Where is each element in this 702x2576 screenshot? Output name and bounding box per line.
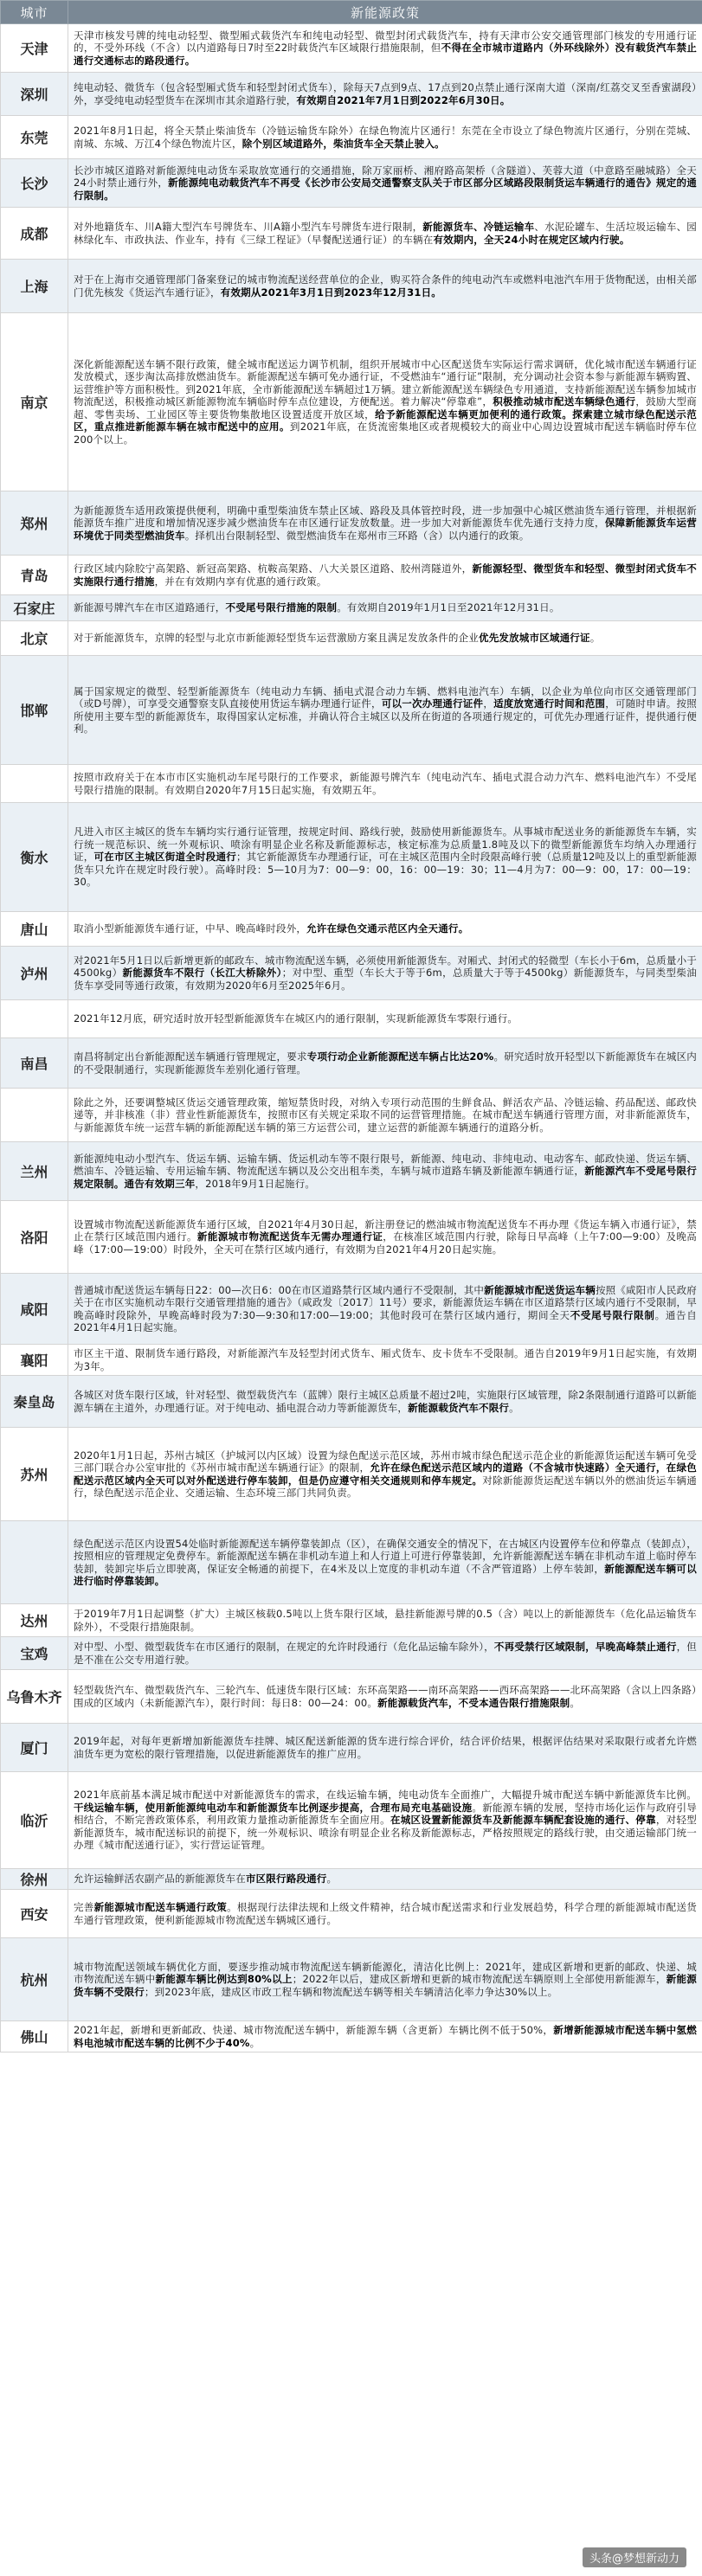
policy-text: 于2019年7月1日起调整（扩大）主城区核载0.5吨以上货车限行区域，悬挂新能源号牌的0.5（含）吨以上的新能源货车（危化品运输货车除外），不受限行措施限制。 <box>74 1608 697 1633</box>
city-cell <box>1 1521 68 1604</box>
policy-text: 对厢式、封闭式的轻微型（车长小于6m，总质量小于4500kg） <box>74 954 697 980</box>
policy-text: 绿色配送示范区内设置54处临时新能源配送车辆停靠装卸点（区），在确保交通安全的情况下，在古城区内设置停车位和停靠点（装卸点），按照相应的管理规定免费停车。新能源配送车辆在非机动车道上和人行道上可进行停靠装卸，允许新能源配送车辆在非机动车道上临时停车装卸，装卸完毕后立即驶离，保证安全畅通的前提下，在4米及以上宽度的非机动车道（不含严管道路）上停车装卸， <box>74 1537 697 1575</box>
table-row <box>1 208 702 260</box>
city-cell <box>1 1000 68 1038</box>
policy-text-bold: 新能源城市配送货运车辆 <box>484 1283 596 1296</box>
policy-text-bold: 新能源纯电动载货汽车不再受《长沙市公安局交通警察支队关于市区部分区域路段限制货运车辆通行的通告》规定的通行限制。 <box>74 177 697 202</box>
policy-text: 新能源号牌汽车在市区道路通行， <box>74 601 226 614</box>
table-row <box>1 1000 702 1038</box>
policy-text: 。 <box>326 1873 338 1885</box>
table-row <box>1 621 702 656</box>
policy-text: 取消小型新能源货车通行证，中早、晚高峰时段外， <box>74 922 307 935</box>
policy-text: 对于在上海市交通管理部门备案登记的城市物流配送经营单位的企业，购买符合条件的纯电动汽车或燃料电池汽车用于货物配送，由相关部门优先核发《货运汽车通行证》， <box>74 273 697 299</box>
policy-cell <box>68 1428 702 1521</box>
policy-text: 到2021年底，在货流密集地区或者规模较大的商业中心周边设置城市配送车辆临时停车位200个以上。 <box>74 421 698 446</box>
policy-cell <box>68 912 702 947</box>
policy-text-bold: 优先发放城市区域通行证 <box>479 632 590 645</box>
policy-text-bold: 不得在全市城市道路内（外环线除外）没有载货汽车禁止通行交通标志的路段通行。 <box>74 42 697 67</box>
policy-text-bold: 新能源货车辆不受限行 <box>74 1973 697 1998</box>
city-cell: 洛阳 <box>1 1201 68 1274</box>
policy-cell <box>68 159 702 208</box>
policy-text-bold: 有效期内，全天24小时在规定区域内行驶。 <box>433 233 630 246</box>
city-cell: 厦门 <box>1 1724 68 1772</box>
city-cell: 泸州 <box>1 947 68 1000</box>
table-row <box>1 1604 702 1637</box>
policy-cell <box>68 1670 702 1724</box>
policy-text: 南昌将制定出台新能源配送车辆通行管理规定，要求 <box>74 1050 307 1063</box>
city-cell: 唐山 <box>1 912 68 947</box>
policy-text-bold: 新能源载货汽车，不受本通告限行措施限制 <box>377 1696 570 1709</box>
table-row <box>1 1521 702 1604</box>
policy-text: ；对中型、重型（车长大于等于6m，总质量大于等于4500kg）新能源货车，与同类型柴油货车享受同等通行政策，有效期为2020年6月至2025年6月。 <box>74 967 697 992</box>
table-row <box>1 556 702 595</box>
city-cell: 天津 <box>1 24 68 73</box>
policy-text-bold: 市区限行路段通行 <box>245 1873 327 1885</box>
policy-text: 城市物流配送领域车辆优化方面，要逐步推动城市物流配送车辆新能源化，清洁化比例上：2021年，建成区新增和更新的邮政、快递、城市物流配送车辆中 <box>74 1960 697 1986</box>
city-cell: 南京 <box>1 313 68 491</box>
policy-cell <box>68 73 702 116</box>
policy-text: ，鼓励大型商超、零售卖场、工业园区等主要货物集散地区设置适度开放区域， <box>74 395 697 421</box>
policy-text-bold: 不再受禁行区域限制，早晚高峰禁止通行 <box>493 1641 677 1654</box>
policy-text: ，2018年9月1日起施行。 <box>195 1177 316 1190</box>
policy-text-bold: 积极推动城市配送车辆绿色通行 <box>493 395 636 408</box>
table-row <box>1 1089 702 1142</box>
policy-text-bold: 保障新能源货车运营环境优于同类型燃油货车 <box>74 517 697 542</box>
policy-cell <box>68 208 702 260</box>
policy-cell <box>68 260 702 313</box>
policy-text-bold: 新能源载货汽车不限行 <box>408 1401 510 1414</box>
table-row <box>1 116 702 159</box>
header-city: 城市 <box>1 1 68 24</box>
policy-cell <box>68 803 702 912</box>
table-row <box>1 1428 702 1521</box>
policy-cell <box>68 1201 702 1274</box>
city-cell <box>1 765 68 803</box>
policy-text: 属于国家规定的微型、轻型新能源货车（纯电动力车辆、插电式混合动力车辆、燃料电池汽车）车辆，以企业为单位向市区交通管理部门（或D号牌），可享受交通警察支队直接使用货运车辆办理通行证件， <box>74 684 697 710</box>
policy-text-bold: 不受尾号限行措施的限制 <box>225 601 338 614</box>
city-cell: 宝鸡 <box>1 1637 68 1670</box>
policy-text-bold: 不受尾号限行限制 <box>570 1308 655 1321</box>
city-cell: 北京 <box>1 621 68 656</box>
table-row <box>1 1724 702 1772</box>
policy-text: 。 <box>570 1696 581 1709</box>
policy-cell <box>68 116 702 159</box>
city-cell: 秦皇岛 <box>1 1376 68 1428</box>
policy-text: 普通城市配送货运车辆每日22：00—次日6：00在市区道路禁行区域内通行不受限制，其中 <box>74 1283 485 1296</box>
policy-text: 、水泥砼罐车、生活垃圾运输车、园林绿化车、市政执法、作业车，持有《三绿工程证》（早餐配送通行证）的车辆在 <box>74 221 697 246</box>
policy-text: 天津市核发号牌的纯电动轻型、微型厢式载货汽车和纯电动轻型、微型封闭式载货汽车，持有天津市公安交通管理部门核发的专用通行证的，不受外环线（不含）以内道路每日7时至22时载货汽车区域限行措施限制，但 <box>74 29 697 55</box>
policy-text: 2019年起，对每年更新增加新能源货车挂牌、城区配送新能源的货车进行综合评价，结合评价结果，根据评估结果对采取限行或者允许燃油货车更为宽松的限行管理措施，以促进新能源货车的推广应用。 <box>74 1735 697 1760</box>
policy-text: 设置城市物流配送新能源货车通行区域，自2021年4月30日起，新注册登记的燃油城市物流配送货车不再办理《货运车辆入市通行证》，禁止在禁行区域范围内通行。 <box>74 1217 697 1243</box>
policy-text: 按照市政府关于在本市市区实施机动车尾号限行的工作要求，新能源号牌汽车（纯电动汽车、插电式混合动力汽车、燃料电池汽车）不受尾号限行措施的限制。有效期自2020年7月15日起实施，有效期五年。 <box>74 771 697 796</box>
policy-text-bold: 在城区设置新能源货车及新能源车辆配套设施的通行、停靠 <box>390 1814 656 1827</box>
city-cell: 襄阳 <box>1 1345 68 1376</box>
table-row <box>1 1637 702 1670</box>
table-row <box>1 1142 702 1201</box>
table-row <box>1 947 702 1000</box>
watermark: 头条@梦想新动力 <box>583 2547 686 2567</box>
city-cell <box>1 1089 68 1142</box>
table-row <box>1 73 702 116</box>
policy-text-bold: 新能源配送车辆可以进行临时停靠装卸。 <box>74 1562 697 1587</box>
policy-text: 按照《咸阳市人民政府关于在市区实施机动车限行交通管理措施的通告》（咸政发〔2017〕11号）要求，新能源货运车辆在市区道路禁行区域内通行不受限制，早晚高峰时段除外，早晚高峰时段为7:30—9:30和17:00—19:00；其他时段 <box>74 1283 698 1321</box>
city-cell: 成都 <box>1 208 68 260</box>
city-cell: 达州 <box>1 1604 68 1637</box>
city-cell: 南昌 <box>1 1038 68 1089</box>
policy-text: 新能源纯电动小型汽车、货运车辆、运输车辆、货运机动车等不限行限号，新能源、纯电动、非纯电动、电动客车、邮政快递、货运车辆、燃油车、冷链运输、专用运输车辆、物流配送车辆以及公交出租车类，车辆与城市道路车辆及新能源车辆通行证， <box>74 1152 697 1178</box>
policy-cell <box>68 1038 702 1089</box>
policy-text: ，可随时申请。按照所使用主要车型的新能源货车，取得国家认定标准，并确认符合主城区以及所在街道的各项通行规定的，可优先办理通行证件，提供通行便利。 <box>74 697 697 735</box>
policy-text: 2020年1月1日起，苏州古城区（护城河以内区域）设置为绿色配送示范区域，苏州市城市绿色配送示范企业的新能源货运配送车辆可免受三部门联合办公室审批的《苏州市城市配送车辆通行证》的限制， <box>74 1449 697 1474</box>
policy-text: 2021年12月底，研究适时放开轻型新能源货车在城区内的通行限制，实现新能源货车零限行通行。 <box>74 1012 518 1025</box>
policy-text: 对中型、小型、微型载货车在市区通行的限制，在规定的允许时段通行（危化品运输车除外）， <box>74 1641 494 1654</box>
policy-text-bold: 干线运输车辆，使用新能源纯电动车和新能源货车比例逐步提高，合理布局充电基础设施 <box>74 1801 473 1814</box>
policy-text: 对外地籍货车、川A籍大型汽车号牌货车、川A籍小型汽车号牌货车进行限制， <box>74 221 423 234</box>
city-cell: 徐州 <box>1 1869 68 1890</box>
policy-text: 轻型载货汽车、微型载货汽车、三轮汽车、低速货车限行区域：东环高架路——南环高架路——西环高架路——北环高架路（含以上四条路）围成的区域内（未新能源汽车），限行时间：每日8：00—24：00。 <box>74 1684 697 1709</box>
policy-text-bold: 允许在绿色交通示范区内全天通行。 <box>306 922 469 935</box>
policy-cell <box>68 491 702 556</box>
table-row <box>1 1038 702 1089</box>
policy-text: 2021年8月1日起，将全天禁止柴油货车（冷链运输货车除外）在绿色物流片区通行！东莞在全市设立了绿色物流片区通行，分别在莞城、南城、东城、万江4个绿色物流片区， <box>74 125 697 150</box>
table-row <box>1 1376 702 1428</box>
policy-cell <box>68 1345 702 1376</box>
policy-text: 纯电动轻、微货车（包含轻型厢式货车和轻型封闭式货车），除每天7点到9点、17点到20点禁止通行深南大道（深南/红荔交叉至香蜜湖段）外，享受纯电动轻型货车在深圳市其余道路行驶， <box>74 81 697 106</box>
policy-text: ，并在有效期内享有优惠的通行政策。 <box>154 575 327 588</box>
city-cell: 青岛 <box>1 556 68 595</box>
table-row <box>1 765 702 803</box>
city-cell: 苏州 <box>1 1428 68 1521</box>
policy-text: 。 <box>509 1401 519 1414</box>
table-row <box>1 260 702 313</box>
policy-cell <box>68 621 702 656</box>
policy-text: 。 <box>589 632 601 645</box>
policy-text: 2021年起，新增和更新邮政、快递、城市物流配送车辆中，新能源车辆（含更新）车辆比例不低于50%， <box>74 2024 554 2037</box>
policy-cell <box>68 2021 702 2052</box>
policy-text: 通告自2019年9月1日起实施，有效期为3年。 <box>74 1347 697 1372</box>
policy-cell <box>68 1089 702 1142</box>
policy-text-bold: 给予新能源配送车辆更加便利的通行政策。探索建立城市绿色配送示范区，重点推进新能源车辆在城市配送中的应用。 <box>74 408 698 434</box>
city-cell: 石家庄 <box>1 595 68 621</box>
policy-text: 。 <box>249 2036 261 2049</box>
table-row <box>1 595 702 621</box>
city-cell: 东莞 <box>1 116 68 159</box>
policy-cell <box>68 1637 702 1670</box>
policy-text: 对除新能源货运配送车辆以外的燃油货运车辆通行，绿色配送示范企业、交通运输、生态环境三部门共同负责。 <box>74 1474 697 1499</box>
policy-text: 完善 <box>74 1901 94 1914</box>
policy-cell <box>68 1890 702 1938</box>
table-row <box>1 1938 702 2021</box>
policy-text-bold: 有效期从2021年3月1日到2023年12月31日。 <box>220 286 441 299</box>
policy-text-bold: 新能源汽车不受尾号限行规定限制。通告有效期三年 <box>74 1165 697 1190</box>
policy-cell <box>68 1000 702 1038</box>
table-row <box>1 1345 702 1376</box>
table-row <box>1 1670 702 1724</box>
table-row <box>1 1869 702 1890</box>
policy-text: ，在核准区域范围内行驶，除每日早高峰（上午7:00—9:00）及晚高峰（17:00—19:00）时段外，全天可在禁行区域内通行，有效期为自2021年4月20日起实施。 <box>74 1230 697 1256</box>
policy-cell <box>68 1604 702 1637</box>
policy-text-bold: 新能源货车、冷链运输车 <box>422 221 535 234</box>
city-cell: 深圳 <box>1 73 68 116</box>
policy-text: ；2022年以后，建成区新增和更新的城市物流配送车辆原则上全部使用新能源车， <box>292 1973 667 1986</box>
policy-text: 市区主干道、限制货车通行路段，对新能源汽车及轻型封闭式货车、厢式货车、皮卡货车不受限制。 <box>74 1347 525 1360</box>
table-row <box>1 803 702 912</box>
policy-text-bold: 可以一次办理通行证件 <box>381 697 484 710</box>
table-row <box>1 912 702 947</box>
policy-text-bold: 新能源城市物流配送货车无需办理通行证 <box>196 1230 383 1243</box>
table-row <box>1 1890 702 1938</box>
policy-text-bold: 新能源轻型、微型货车和轻型、微型封闭式货车不实施限行通行措施 <box>74 562 697 588</box>
policy-text: 2021年底前基本满足城市配送中对新能源货车的需求，在线运输车辆，纯电动货车全面推广，大幅提升城市配送车辆中新能源货车比例。 <box>74 1789 697 1802</box>
policy-cell <box>68 1376 702 1428</box>
policy-text: 对于新能源货车，京牌的轻型与北京市新能源轻型货车运营激励方案且满足发放条件的企业 <box>74 632 479 645</box>
policy-text: 对2021年5月1日以后新增更新的邮政车、城市物流配送车辆，必须使用新能源货车。 <box>74 954 458 967</box>
policy-cell <box>68 1772 702 1869</box>
city-cell: 咸阳 <box>1 1274 68 1345</box>
policy-cell <box>68 1142 702 1201</box>
table-row <box>1 491 702 556</box>
city-cell: 上海 <box>1 260 68 313</box>
city-cell: 佛山 <box>1 2021 68 2052</box>
policy-text: 。通告自2021年4月1日起实施。 <box>74 1308 697 1333</box>
policy-cell <box>68 313 702 491</box>
policy-text: 长沙市城区道路对新能源纯电动货车采取放宽通行的交通措施，除万家丽桥、湘府路高架桥（含隧道）、芙蓉大道（中意路至融城路）全天24小时禁止通行外， <box>74 164 697 190</box>
header-row <box>1 1 702 24</box>
policy-cell <box>68 1274 702 1345</box>
city-cell: 乌鲁木齐 <box>1 1670 68 1724</box>
policy-text: 凡进入市区主城区的货车车辆均实行通行证管理，按规定时间、路线行驶，鼓励使用新能源货车。从事城市配送业务的新能源货车车辆，实行统一规范标识、统一外观标识、喷涂有明显企业名称及新能源标志，核定标准为总质量1.8吨及以下的微型新能源货车均纳入办理通行证， <box>74 825 697 864</box>
policy-cell <box>68 24 702 73</box>
header-policy: 新能源政策 <box>68 1 702 24</box>
city-cell: 西安 <box>1 1890 68 1938</box>
policy-cell <box>68 947 702 1000</box>
city-cell: 衡水 <box>1 803 68 912</box>
policy-cell <box>68 1724 702 1772</box>
policy-text: 行政区域内除胶宁高架路、新冠高架路、杭鞍高架路、八大关景区道路、胶州湾隧道外， <box>74 562 473 575</box>
policy-text-bold: 可在市区主城区街道全时段通行 <box>93 851 236 864</box>
table-row <box>1 656 702 765</box>
policy-text: ，对轻型新能源货车，城市配送标识的前提下，统一外观标识、喷涂有明显企业名称及新能源标志，严格按照规定的路线行驶，由交通运输部门统一办理《城市配送通行证》，实行营运证管理。 <box>74 1814 697 1852</box>
policy-cell <box>68 765 702 803</box>
city-cell: 长沙 <box>1 159 68 208</box>
policy-text: ；到2023年底，建成区市政工程车辆和物流配送车辆等相关车辆清洁化率力争达30%以上。 <box>144 1985 558 1998</box>
policy-text: ；其它新能源货车办理通行证，可在主城区范围内全时段限高峰行驶（总质量12吨及以上的重型新能源货车只允许在规定时段行驶）。高峰时段：5—10月为7：00—9：00，16：00—19：30；11—4月为7：00—9：00，17：00—19：30。 <box>74 851 697 889</box>
policy-text-bold: 新能源车辆比例达到80%以上 <box>155 1973 293 1986</box>
city-cell: 兰州 <box>1 1142 68 1201</box>
city-cell: 邯郸 <box>1 656 68 765</box>
table-row <box>1 159 702 208</box>
policy-text: ，但是不准在公交专用道行驶。 <box>74 1641 697 1666</box>
city-cell: 郑州 <box>1 491 68 556</box>
policy-text: 。根据现行法律法规和上级文件精神，结合城市配送需求和行业发展趋势，科学合理的新能源城市配送货车通行管理政策，便利新能源城市物流配送车辆城区通行。 <box>74 1901 697 1926</box>
policy-text-bold: 允许在绿色配送示范区域内的道路（不含城市快速路）全天通行，在绿色配送示范区域内全天可以对外配送进行停车装卸，但是仍应遵守相关交通规则和停车规定。 <box>74 1461 697 1487</box>
policy-text-bold: 适度放宽通行时间和范围 <box>493 697 606 710</box>
table-row <box>1 1772 702 1869</box>
policy-text: 可在禁行区域内通行，期间全天 <box>422 1308 570 1321</box>
policy-text: 各城区对货车限行区域，针对轻型、微型载货汽车（蓝牌）限行主城区总质量不超过2吨，实施限行区域管理，除2条限制通行道路可以新能源车辆在主道外，办理通行证。对于纯电动、插电混合动力等新能源货车， <box>74 1389 697 1414</box>
table-row <box>1 1201 702 1274</box>
table-row <box>1 2021 702 2052</box>
policy-text-bold: 有效期自2021年7月1日到2022年6月30日。 <box>296 93 511 106</box>
table-row <box>1 24 702 73</box>
policy-cell <box>68 556 702 595</box>
table-row <box>1 1274 702 1345</box>
policy-text: ， <box>483 697 494 710</box>
policy-text-bold: 新能源城市配送车辆通行政策 <box>93 1901 228 1914</box>
policy-cell <box>68 656 702 765</box>
policy-text: 允许运输鲜活农副产品的新能源货车在 <box>74 1873 246 1885</box>
policy-text: 。择机出台限制轻型、微型燃油货车在郑州市三环路（含）以内通行的政策。 <box>184 529 530 542</box>
city-cell: 临沂 <box>1 1772 68 1869</box>
policy-cell <box>68 1869 702 1890</box>
policy-cell <box>68 1521 702 1604</box>
policy-text-bold: 除个别区域道路外，柴油货车全天禁止驶入。 <box>242 137 445 150</box>
city-cell: 杭州 <box>1 1938 68 2021</box>
policy-text: 为新能源货车适用政策提供便利，明确中重型柴油货车禁止区域、路段及具体管控时段，进一步加强中心城区燃油货车通行管理，并根据新能源货车推广进度和增加情况逐步减少燃油货车在市区通行证发放数量。进一步加大对新能源货车优先通行支持力度， <box>74 504 697 530</box>
policy-text: 。新能源车辆的发展，坚持市场化运作与政府引导相结合，不断完善政策体系，利用政策力量推动新能源货车全面应用。 <box>74 1801 697 1827</box>
policy-cell <box>68 595 702 621</box>
policy-text: 深化新能源配送车辆不限行政策，健全城市配送运力调节机制，组织开展城市中心区配送货车实际运行需求调研，优化城市配送车辆通行证发放模式，逐步淘汰高排放燃油货车。新能源配送车辆可免办通行证，不受燃油车“通行证”限制，充分调动社会资本参与新能源车辆购置、运营维护等方面积极性。到2021年底，全市新能源配送车辆超过1万辆。建立新能源配送车辆绿色专用通道，支持新能源配送车辆参加城市物流配送，积极推动城区新能源物流车辆临时停车点位建设，方便配送。着力解决“停靠难”， <box>74 358 697 408</box>
policy-text: 。有效期自2019年1月1日至2021年12月31日。 <box>337 601 560 614</box>
policy-text: 。研究适时放开轻型以下新能源货车在城区内的不受限制通行，实现新能源货车差别化通行管理。 <box>74 1050 697 1076</box>
table-row <box>1 313 702 491</box>
policy-cell <box>68 1938 702 2021</box>
policy-text-bold: 新能源货车不限行（长江大桥除外） <box>122 967 282 980</box>
policy-text-bold: 专项行动企业新能源配送车辆占比达20% <box>306 1050 494 1063</box>
policy-text-bold: 新增新能源城市配送车辆中氢燃料电池城市配送车辆的比例不少于40% <box>74 2024 697 2049</box>
policy-text: 除此之外，还要调整城区货运交通管理政策，缩短禁货时段，对纳入专项行动范围的生鲜食品、鲜活农产品、冷链运输、药品配送、邮政快递等，并非核准（非）营业性新能源货车，按照市区有关规定采取不同的运营管理措施。在城市配送车辆通行管理方面，对非新能源货车，与新能源货车统一运营车辆的新能源配送车辆的第三方运营公司，建立运营的新能源车辆通行的道路分析。 <box>74 1095 697 1134</box>
